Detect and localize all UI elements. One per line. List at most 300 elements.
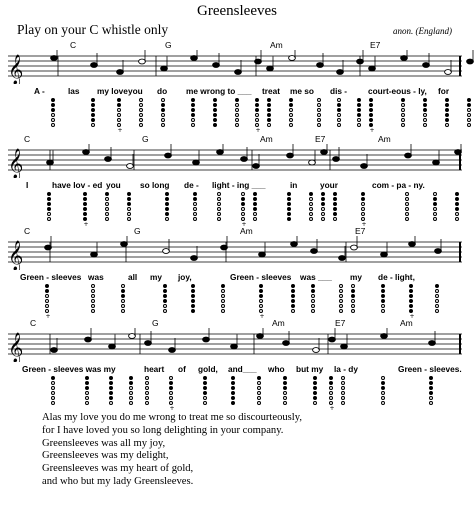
finger-hole — [259, 299, 263, 303]
whistle-fingering-chart — [127, 192, 133, 222]
finger-hole — [337, 113, 341, 117]
finger-hole — [287, 212, 291, 216]
finger-hole — [91, 98, 95, 102]
finger-hole — [429, 386, 433, 390]
note-head — [91, 63, 98, 68]
finger-hole — [321, 202, 325, 206]
finger-hole — [169, 386, 173, 390]
chord-symbol: G — [142, 134, 149, 144]
whistle-fingering-chart — [85, 376, 91, 406]
finger-hole — [455, 207, 459, 211]
finger-hole — [127, 217, 131, 221]
finger-hole — [231, 376, 235, 380]
finger-hole — [445, 98, 449, 102]
finger-hole — [337, 98, 341, 102]
whistle-fingering-chart — [191, 284, 197, 314]
finger-hole — [85, 391, 89, 395]
finger-hole — [161, 123, 165, 127]
finger-hole — [445, 108, 449, 112]
overblow-mark: + — [45, 313, 51, 320]
whistle-fingering-chart — [191, 98, 197, 128]
note-head — [127, 164, 134, 169]
finger-hole — [381, 386, 385, 390]
whistle-fingering-chart — [47, 192, 53, 222]
finger-hole — [341, 386, 345, 390]
lyric-syllable: have lov - ed — [52, 180, 103, 190]
finger-hole — [435, 309, 439, 313]
whistle-fingering-chart — [455, 192, 461, 222]
finger-hole — [289, 113, 293, 117]
lyric-syllable: com - pa - ny. — [372, 180, 425, 190]
lyric-syllable: so long — [140, 180, 170, 190]
whistle-fingering-chart — [257, 376, 263, 406]
staff — [0, 236, 474, 270]
finger-hole — [467, 108, 471, 112]
note-head — [83, 150, 90, 155]
finger-hole — [311, 284, 315, 288]
finger-hole — [289, 123, 293, 127]
lyric-syllable: Green - sleeves — [20, 272, 82, 282]
finger-hole — [435, 304, 439, 308]
finger-hole — [267, 103, 271, 107]
finger-hole — [339, 309, 343, 313]
finger-hole — [241, 212, 245, 216]
finger-hole — [91, 294, 95, 298]
finger-hole — [139, 98, 143, 102]
finger-hole — [45, 299, 49, 303]
finger-hole — [213, 113, 217, 117]
finger-hole — [339, 299, 343, 303]
finger-hole — [231, 401, 235, 405]
finger-hole — [455, 197, 459, 201]
instrument-note: Play on your C whistle only — [17, 22, 169, 37]
note-head — [51, 56, 58, 61]
finger-hole — [333, 192, 337, 196]
finger-hole — [117, 108, 121, 112]
finger-hole — [163, 289, 167, 293]
note-head — [351, 245, 358, 250]
finger-hole — [169, 391, 173, 395]
finger-hole — [165, 197, 169, 201]
whistle-fingering-chart — [193, 192, 199, 222]
lyric-syllable: las — [68, 86, 80, 96]
whistle-fingering-chart — [351, 284, 357, 314]
overblow-mark: + — [83, 221, 89, 228]
chord-symbol: Am — [272, 318, 285, 328]
finger-hole — [381, 299, 385, 303]
lyric-syllable: A - — [34, 86, 45, 96]
lyric-syllable: you — [106, 180, 121, 190]
finger-hole — [163, 309, 167, 313]
lyric-syllable: in — [290, 180, 298, 190]
finger-hole — [91, 103, 95, 107]
finger-hole — [467, 103, 471, 107]
lyric-syllable: de - — [184, 180, 199, 190]
note-head — [313, 348, 320, 353]
finger-hole — [351, 299, 355, 303]
finger-hole — [381, 289, 385, 293]
finger-hole — [83, 207, 87, 211]
lyric-syllable: your — [320, 180, 338, 190]
lyric-syllable: de - light, — [378, 272, 415, 282]
note-head — [51, 348, 58, 353]
finger-hole — [369, 108, 373, 112]
chord-symbol: E7 — [315, 134, 326, 144]
finger-hole — [203, 396, 207, 400]
finger-hole — [221, 284, 225, 288]
overblow-mark: + — [241, 221, 247, 228]
lyric-syllable: gold, — [198, 364, 218, 374]
note-head — [405, 153, 412, 158]
whistle-fingering-chart — [91, 98, 97, 128]
finger-hole — [351, 309, 355, 313]
finger-hole — [351, 289, 355, 293]
finger-hole — [139, 113, 143, 117]
finger-hole — [445, 113, 449, 117]
finger-hole — [289, 118, 293, 122]
finger-hole — [217, 197, 221, 201]
note-head — [361, 164, 368, 169]
finger-hole — [257, 381, 261, 385]
lyric-syllable: do — [157, 86, 168, 96]
finger-hole — [289, 98, 293, 102]
finger-hole — [423, 103, 427, 107]
note-head — [369, 66, 376, 71]
finger-hole — [191, 123, 195, 127]
overblow-mark: + — [117, 127, 123, 134]
whistle-fingering-chart — [339, 284, 345, 314]
whistle-fingering-chart — [329, 376, 335, 412]
lyric-syllable: my — [350, 272, 362, 282]
note-head — [85, 337, 92, 342]
note-head — [145, 341, 152, 346]
finger-hole — [369, 113, 373, 117]
staff — [0, 50, 474, 84]
whistle-fingering-chart — [267, 98, 273, 128]
finger-hole — [217, 212, 221, 216]
finger-hole — [361, 212, 365, 216]
finger-hole — [139, 123, 143, 127]
finger-hole — [45, 294, 49, 298]
finger-hole — [409, 289, 413, 293]
finger-hole — [455, 192, 459, 196]
finger-hole — [445, 123, 449, 127]
finger-hole — [405, 197, 409, 201]
finger-hole — [213, 108, 217, 112]
overblow-mark: + — [255, 127, 261, 134]
finger-hole — [467, 98, 471, 102]
finger-hole — [313, 386, 317, 390]
finger-hole — [283, 386, 287, 390]
finger-hole — [91, 299, 95, 303]
whistle-fingering-chart — [311, 284, 317, 314]
note-head — [429, 341, 436, 346]
finger-hole — [91, 123, 95, 127]
note-head — [193, 160, 200, 165]
whistle-fingering-chart — [309, 192, 315, 222]
finger-hole — [321, 207, 325, 211]
lyric-syllable: was — [88, 272, 104, 282]
finger-hole — [455, 202, 459, 206]
finger-hole — [357, 113, 361, 117]
treble-clef-icon: 𝄞 — [8, 149, 24, 178]
finger-hole — [291, 299, 295, 303]
note-head — [337, 70, 344, 75]
finger-hole — [429, 396, 433, 400]
note-head — [169, 348, 176, 353]
finger-hole — [51, 376, 55, 380]
finger-hole — [85, 386, 89, 390]
finger-hole — [329, 396, 333, 400]
note-head — [445, 70, 452, 75]
finger-hole — [129, 381, 133, 385]
finger-hole — [161, 103, 165, 107]
finger-hole — [105, 217, 109, 221]
finger-hole — [83, 212, 87, 216]
finger-hole — [341, 391, 345, 395]
finger-hole — [145, 396, 149, 400]
finger-hole — [47, 202, 51, 206]
lyric-syllable: me wrong to ___ — [186, 86, 252, 96]
finger-hole — [45, 284, 49, 288]
note-head — [109, 344, 116, 349]
finger-hole — [121, 294, 125, 298]
finger-hole — [357, 108, 361, 112]
finger-hole — [309, 212, 313, 216]
note-head — [341, 344, 348, 349]
whistle-fingering-chart — [433, 192, 439, 222]
chord-symbol: Am — [260, 134, 273, 144]
finger-hole — [313, 396, 317, 400]
finger-hole — [267, 108, 271, 112]
finger-hole — [267, 113, 271, 117]
finger-hole — [241, 202, 245, 206]
note-head — [191, 56, 198, 61]
finger-hole — [309, 207, 313, 211]
note-head — [317, 63, 324, 68]
whistle-fingering-chart — [337, 98, 343, 128]
finger-hole — [51, 108, 55, 112]
whistle-fingering-chart — [105, 192, 111, 222]
note-head — [333, 157, 340, 162]
finger-hole — [433, 202, 437, 206]
finger-hole — [203, 401, 207, 405]
finger-hole — [287, 217, 291, 221]
whistle-fingering-chart — [45, 284, 51, 320]
finger-hole — [409, 294, 413, 298]
finger-hole — [217, 202, 221, 206]
finger-hole — [47, 217, 51, 221]
finger-hole — [361, 197, 365, 201]
finger-hole — [401, 103, 405, 107]
whistle-fingering-chart — [381, 284, 387, 314]
finger-hole — [105, 197, 109, 201]
finger-hole — [337, 123, 341, 127]
lyrics-verse — [42, 412, 302, 489]
finger-hole — [333, 217, 337, 221]
finger-hole — [109, 391, 113, 395]
finger-hole — [317, 108, 321, 112]
finger-hole — [145, 391, 149, 395]
finger-hole — [445, 103, 449, 107]
finger-hole — [191, 108, 195, 112]
finger-hole — [435, 294, 439, 298]
whistle-fingering-chart — [255, 98, 261, 134]
chord-symbol: G — [165, 40, 172, 50]
finger-hole — [405, 217, 409, 221]
finger-hole — [317, 98, 321, 102]
finger-hole — [351, 304, 355, 308]
whistle-fingering-chart — [405, 192, 411, 222]
finger-hole — [235, 98, 239, 102]
finger-hole — [91, 118, 95, 122]
finger-hole — [405, 212, 409, 216]
whistle-fingering-chart — [145, 376, 151, 406]
finger-hole — [117, 103, 121, 107]
chord-symbol: Am — [240, 226, 253, 236]
note-head — [45, 245, 52, 250]
finger-hole — [191, 103, 195, 107]
note-head — [213, 63, 220, 68]
note-head — [309, 160, 316, 165]
chord-symbol: C — [70, 40, 77, 50]
finger-hole — [381, 304, 385, 308]
finger-hole — [121, 299, 125, 303]
finger-hole — [429, 381, 433, 385]
finger-hole — [221, 299, 225, 303]
finger-hole — [203, 381, 207, 385]
whistle-fingering-chart — [109, 376, 115, 406]
finger-hole — [165, 202, 169, 206]
finger-hole — [291, 304, 295, 308]
note-head — [357, 59, 364, 64]
whistle-fingering-chart — [259, 284, 265, 320]
chord-symbol: C — [24, 226, 31, 236]
treble-clef-icon: 𝄞 — [8, 333, 24, 362]
lyric-syllable: joy, — [178, 272, 192, 282]
finger-hole — [221, 304, 225, 308]
finger-hole — [191, 304, 195, 308]
finger-hole — [127, 212, 131, 216]
whistle-fingering-chart — [333, 192, 339, 222]
finger-hole — [85, 396, 89, 400]
note-head — [409, 242, 416, 247]
finger-hole — [165, 207, 169, 211]
finger-hole — [259, 284, 263, 288]
note-head — [467, 59, 474, 64]
verse-line: and who but my lady Greensleeves. — [42, 475, 194, 487]
finger-hole — [221, 294, 225, 298]
chord-symbol: E7 — [355, 226, 366, 236]
finger-hole — [83, 202, 87, 206]
note-head — [161, 66, 168, 71]
whistle-fingering-chart — [317, 98, 323, 128]
finger-hole — [313, 401, 317, 405]
note-head — [165, 153, 172, 158]
finger-hole — [339, 289, 343, 293]
finger-hole — [191, 309, 195, 313]
lyric-syllable: for — [438, 86, 450, 96]
note-head — [423, 63, 430, 68]
finger-hole — [341, 401, 345, 405]
finger-hole — [287, 202, 291, 206]
finger-hole — [139, 118, 143, 122]
finger-hole — [317, 113, 321, 117]
finger-hole — [257, 401, 261, 405]
finger-hole — [351, 294, 355, 298]
finger-hole — [423, 98, 427, 102]
finger-hole — [329, 386, 333, 390]
finger-hole — [423, 123, 427, 127]
lyric-syllable: court-eous - ly, — [368, 86, 427, 96]
finger-hole — [351, 284, 355, 288]
finger-hole — [161, 113, 165, 117]
finger-hole — [121, 304, 125, 308]
finger-hole — [337, 118, 341, 122]
finger-hole — [321, 197, 325, 201]
chord-symbol: E7 — [335, 318, 346, 328]
finger-hole — [45, 304, 49, 308]
finger-hole — [213, 98, 217, 102]
finger-hole — [401, 98, 405, 102]
finger-hole — [163, 304, 167, 308]
finger-hole — [455, 217, 459, 221]
finger-hole — [369, 103, 373, 107]
finger-hole — [329, 391, 333, 395]
finger-hole — [231, 386, 235, 390]
finger-hole — [259, 304, 263, 308]
finger-hole — [255, 103, 259, 107]
lyric-syllable: was ___ — [300, 272, 332, 282]
finger-hole — [127, 207, 131, 211]
finger-hole — [255, 113, 259, 117]
whistle-fingering-chart — [341, 376, 347, 406]
finger-hole — [129, 391, 133, 395]
finger-hole — [429, 401, 433, 405]
finger-hole — [445, 118, 449, 122]
whistle-fingering-chart — [423, 98, 429, 128]
finger-hole — [255, 108, 259, 112]
finger-hole — [311, 299, 315, 303]
lyric-syllable: dis - — [330, 86, 348, 96]
finger-hole — [401, 123, 405, 127]
finger-hole — [255, 118, 259, 122]
chord-symbol: Am — [378, 134, 391, 144]
finger-hole — [241, 192, 245, 196]
finger-hole — [433, 207, 437, 211]
overblow-mark: + — [259, 313, 265, 320]
finger-hole — [121, 289, 125, 293]
finger-hole — [217, 207, 221, 211]
finger-hole — [235, 113, 239, 117]
finger-hole — [145, 386, 149, 390]
finger-hole — [423, 118, 427, 122]
treble-clef-icon: 𝄞 — [8, 55, 24, 84]
finger-hole — [191, 284, 195, 288]
overblow-mark: + — [361, 221, 367, 228]
finger-hole — [47, 212, 51, 216]
finger-hole — [231, 381, 235, 385]
finger-hole — [309, 217, 313, 221]
finger-hole — [317, 103, 321, 107]
note-head — [217, 150, 224, 155]
finger-hole — [329, 376, 333, 380]
finger-hole — [221, 309, 225, 313]
finger-hole — [309, 202, 313, 206]
whistle-fingering-chart — [313, 376, 319, 406]
lyric-syllable: light - ing ___ — [212, 180, 266, 190]
chord-symbol: Am — [270, 40, 283, 50]
